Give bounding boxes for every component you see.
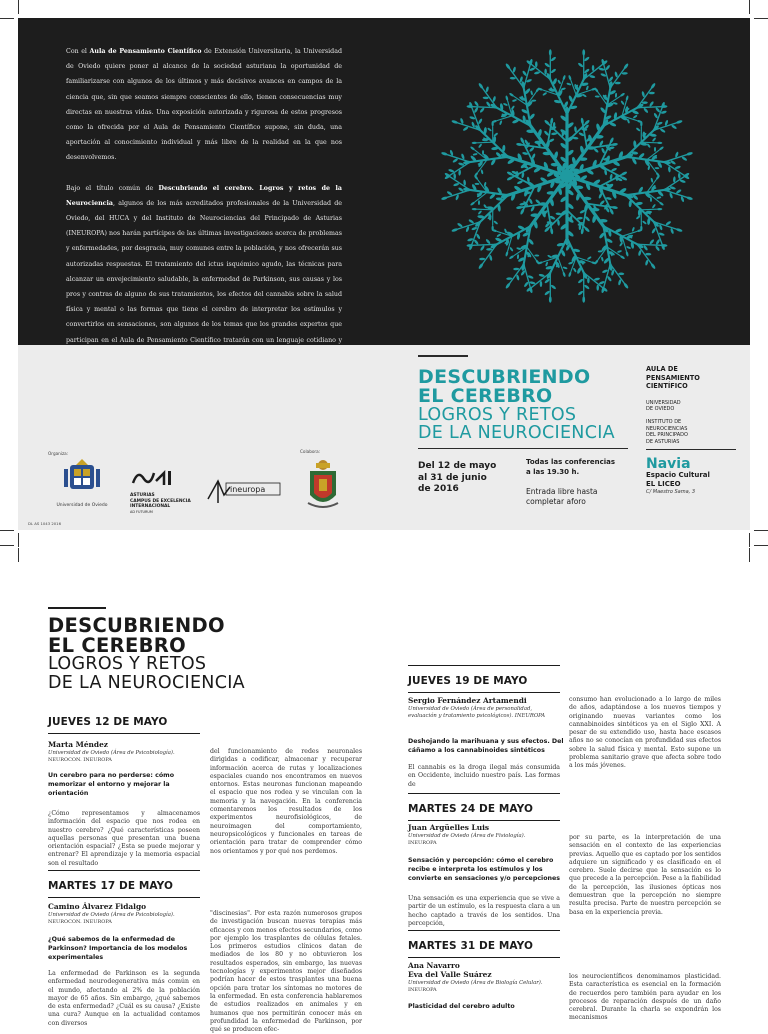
tree-leaf xyxy=(550,227,554,234)
band-title-line: DESCUBRIENDO xyxy=(418,368,615,387)
band-rule xyxy=(646,449,736,450)
tree-leaf xyxy=(582,296,585,303)
speaker-affiliation: Universidad de Oviedo (Área de Fisiología). INEUROPA xyxy=(408,833,525,847)
tree-leaf xyxy=(453,173,456,179)
tree-leaf xyxy=(550,284,556,290)
crop-mark xyxy=(749,533,750,547)
intro-paragraph-2: Bajo el título común de Descubriendo el cerebro. Logros y retos de la Neurociencia, algunos de los más acreditados profesionales de la Universidad de Oviedo, del HUCA y del Instituto de Neurociencias del Principado de Asturias (INEUROPA) nos harán partícipes de las últimas investigaciones acerca de problemas y enfermedades, por desgracia, muy comunes entre la población, y nos ofrecerán sus autorizadas respuestas. El tratamiento del ictus isquémico agudo, las técnicas para alcanzar un envejecimiento saludable, la enfermedad de Parkinson, sus causas y los pros y contras de alguno de sus tratamientos, los efectos del cannabis sobre la salud física y mental o las formas que tiene el cerebro de interpretar los estímulos y convertirlos en sensaciones, son algunos de los temas que los grandes expertos que participan en el Aula de Pensamiento Científico tratarán con un lenguaje cotidiano y xyxy=(66,181,342,379)
tree-leaf xyxy=(659,146,665,151)
tree-leaf xyxy=(516,206,523,210)
talk-description: La enfermedad de Parkinson es la segunda enfermedad neurodegenerativa más común en el mundo, afectando al 2% de la población mayor de 65 años. Sin embargo, ¿qué sabemos de esta enfermedad? ¿Cuál es su causa? ¿Existe una cura? Aunque en la actualidad contamos con diversos xyxy=(48,970,200,1028)
tree-leaf xyxy=(577,290,583,296)
talk-title: ¿Qué sabemos de la enfermedad de Parkinson? Importancia de los modelos experimentales xyxy=(48,936,187,962)
tree-leaf xyxy=(646,143,650,148)
program-subtitle-line: LOGROS Y RETOS xyxy=(48,655,245,674)
tree-branch xyxy=(524,65,530,88)
tree-leaf xyxy=(686,151,693,156)
tree-leaf xyxy=(636,127,641,132)
tree-leaf xyxy=(534,254,539,256)
tree-leaf xyxy=(618,272,624,275)
tree-leaf xyxy=(580,118,584,125)
talk-description-cont: consumo han evolucionado a lo largo de miles de años, adaptándose a los nuevos tiempos y originando nuevas variantes como los cannabinoides sintéticos ya en el Siglo XXI. A pesar de su extendido uso, hasta hace escasos años no se conocían en profundidad sus efectos sobre la salud física y mental. Esto supone un problema sanitario grave que afecta sobre todo a los más jóvenes. xyxy=(569,696,721,771)
tree-branch xyxy=(477,142,492,143)
speaker-name: Juan Argüelles Luis xyxy=(408,823,489,832)
tree-leaf xyxy=(566,82,571,85)
tree-leaf xyxy=(470,201,476,206)
program-subtitle-line: DE LA NEUROCIENCIA xyxy=(48,674,245,693)
organiza-label: Organiza: xyxy=(48,451,68,456)
tree-leaf xyxy=(485,238,491,244)
tree-leaf xyxy=(550,56,556,62)
tree-leaf xyxy=(584,68,590,74)
tree-branch xyxy=(604,264,610,287)
legal-deposit: DL AS 1043 2016 xyxy=(28,521,61,526)
speaker-name: Sergio Fernández Artamendi xyxy=(408,696,527,705)
tree-branch xyxy=(664,190,687,197)
tree-leaf xyxy=(544,69,547,75)
speaker-name: Ana Navarro Eva del Valle Suárez xyxy=(408,961,492,979)
tree-leaf xyxy=(649,239,655,245)
tree-leaf xyxy=(676,228,683,233)
band-rule xyxy=(418,448,628,449)
aula-block: AULA DE PENSAMIENTO CIENTÍFICO UNIVERSIDAD DE OVIEDO INSTITUTO DE NEUROCIENCIAS DEL PRINCIPADO DE ASTURIAS xyxy=(646,365,700,446)
tree-leaf xyxy=(584,56,590,62)
tree-leaf xyxy=(686,196,693,201)
tree-leaf xyxy=(562,271,566,277)
talk-title: Un cerebro para no perderse: cómo memorizar el entorno y mejorar la orientación xyxy=(48,772,174,798)
tree-leaf xyxy=(655,245,661,251)
tree-leaf xyxy=(557,79,561,84)
crop-mark xyxy=(0,545,14,546)
tree-leaf xyxy=(563,266,568,269)
tree-leaf xyxy=(615,82,621,85)
tree-leaf xyxy=(544,290,550,296)
tree-branch xyxy=(626,130,654,157)
tree-leaf xyxy=(539,273,545,277)
tree-leaf xyxy=(550,68,556,74)
session-rule xyxy=(48,897,200,898)
tree-leaf xyxy=(577,62,583,68)
tree-branch xyxy=(567,238,584,273)
event-dates: Del 12 de mayo al 31 de junio de 2016 xyxy=(418,461,496,496)
crop-mark xyxy=(18,0,19,14)
shield-icon xyxy=(306,459,340,515)
tree-leaf xyxy=(472,208,477,210)
tree-branch xyxy=(480,130,508,157)
tree-leaf xyxy=(493,220,498,225)
tree-leaf xyxy=(516,247,521,250)
tree-leaf xyxy=(657,208,662,210)
tree-branch xyxy=(641,209,656,210)
tree-leaf xyxy=(529,281,535,285)
tree-leaf xyxy=(596,285,599,291)
session-rule xyxy=(408,692,560,693)
tree-leaf xyxy=(473,153,478,156)
tree-leaf xyxy=(540,281,543,287)
tree-leaf xyxy=(620,100,624,105)
tree-leaf xyxy=(652,204,656,209)
tree-leaf xyxy=(633,115,638,119)
tree-leaf xyxy=(480,245,486,251)
tree-leaf xyxy=(544,278,550,284)
tree-leaf xyxy=(475,183,480,185)
tree-leaf xyxy=(479,107,485,113)
tree-leaf xyxy=(505,251,509,257)
session-day: JUEVES 19 DE MAYO xyxy=(408,675,527,687)
tree-leaf xyxy=(463,180,466,186)
session-rule xyxy=(408,957,560,958)
tree-leaf xyxy=(550,118,554,125)
tree-leaf xyxy=(562,75,566,81)
tree-leaf xyxy=(617,250,622,253)
tree-leaf xyxy=(649,101,655,107)
tree-leaf xyxy=(601,257,604,262)
tree-leaf xyxy=(509,247,513,252)
tree-leaf xyxy=(472,142,477,144)
tree-leaf xyxy=(549,49,552,56)
tree-leaf xyxy=(577,278,583,284)
tree-leaf xyxy=(584,226,591,233)
talk-description-cont: los neurocientíficos denominamos plasticidad. Esta característica es esencial en la formación de recuerdos pero también para ayudar en los procesos de reparación después de un daño cerebral. Durante la charla se expondrán los mecanismos xyxy=(569,973,721,1023)
tree-leaf xyxy=(631,227,635,232)
tree-leaf xyxy=(441,151,448,156)
tree-branch xyxy=(483,244,497,263)
talk-description: El cannabis es la droga ilegal más consumida en Occidente, incluido nuestro país. Las formas de xyxy=(408,764,560,789)
tree-leaf xyxy=(584,284,590,290)
campus-excelencia-logo: ASTURIAS CAMPUS DE EXCELENCIA INTERNACIONAL AD FUTURUM xyxy=(130,467,220,515)
tree-leaf xyxy=(451,228,458,233)
crop-mark xyxy=(749,0,750,14)
tree-leaf xyxy=(599,200,605,206)
tree-leaf xyxy=(611,143,618,147)
tree-leaf xyxy=(486,101,492,107)
speaker-affiliation: Universidad de Oviedo (Área de Biología Celular). INEUROPA xyxy=(408,980,543,994)
band-rule xyxy=(418,355,468,357)
crop-mark xyxy=(749,548,750,562)
campus-mark-icon xyxy=(130,467,180,489)
tree-leaf xyxy=(584,119,591,126)
tree-leaf xyxy=(643,245,649,251)
session-day: MARTES 24 DE MAYO xyxy=(408,803,533,815)
tree-leaf xyxy=(647,165,650,170)
tree-leaf xyxy=(592,65,595,71)
tree-leaf xyxy=(517,254,519,259)
tree-leaf xyxy=(535,61,538,67)
tree-leaf xyxy=(593,147,599,153)
band-title xyxy=(418,368,615,442)
tree-leaf xyxy=(668,166,671,172)
tree-branch xyxy=(626,195,654,222)
session-rule xyxy=(48,733,200,734)
talk-title: Deshojando la marihuana y sus efectos. Del cáñamo a los cannabinoides sintéticos xyxy=(408,738,564,756)
tree-leaf xyxy=(451,120,458,125)
tree-leaf xyxy=(673,176,676,182)
tree-leaf xyxy=(474,101,480,107)
tree-leaf xyxy=(544,62,550,68)
tree-leaf xyxy=(643,107,649,113)
tree-leaf xyxy=(642,220,647,225)
talk-description: Una sensación es una experiencia que se vive a partir de un estímulo, es la respuesta clara a un hecho captado a través de los sentidos. Una percepción, xyxy=(408,895,560,928)
session-day: JUEVES 12 DE MAYO xyxy=(48,716,167,728)
tree-leaf xyxy=(626,246,631,250)
tree-leaf xyxy=(478,143,482,148)
tree-leaf xyxy=(586,85,590,90)
tree-leaf xyxy=(483,182,486,187)
tree-branch xyxy=(550,79,567,114)
talk-description-cont: del funcionamiento de redes neuronales dirigidas a codificar, almacenar y recuperar información acerca de rutas y localizaciones espaciales cuando nos encontramos en nuevos entornos. Estas neuronas funcionan mapeando el espacio que nos rodea y se vinculan con la memoria y la navegación. En la conferencia comentaremos los resultados de los experimentos neurofisiológicos, de neuroimagen del comportamiento, neuropsicológicos y funcionales en tareas de orientación para tratar de comprender cómo nos orientamos y por qué nos perdemos. xyxy=(210,748,362,856)
tree-leaf xyxy=(493,132,498,137)
tree-leaf xyxy=(470,146,476,151)
tree-leaf xyxy=(483,96,489,99)
tree-leaf xyxy=(582,49,585,56)
talk-title: Plasticidad del cerebro adulto xyxy=(408,1003,515,1012)
tree-leaf xyxy=(568,75,572,81)
tree-leaf xyxy=(642,101,648,104)
session-rule xyxy=(408,820,560,821)
tree-leaf xyxy=(589,75,595,79)
tree-leaf xyxy=(512,99,517,102)
tree-branch xyxy=(447,155,470,162)
tree-leaf xyxy=(598,67,604,71)
tree-leaf xyxy=(506,277,512,280)
tree-leaf xyxy=(615,93,617,98)
tree-leaf xyxy=(487,127,492,132)
program-title-line: DESCUBRIENDO xyxy=(48,616,245,636)
navia-coat-of-arms xyxy=(306,459,340,519)
tree-leaf xyxy=(483,204,487,209)
event-times: Todas las conferencias a las 19.30 h. Entrada libre hasta completar aforo xyxy=(526,458,615,507)
universidad-oviedo-logo xyxy=(52,459,112,508)
tree-leaf xyxy=(478,200,480,205)
tree-leaf xyxy=(482,150,484,155)
tree-leaf xyxy=(587,277,590,283)
tree-leaf xyxy=(656,196,661,199)
tree-leaf xyxy=(549,296,552,303)
tree-leaf xyxy=(535,199,541,205)
crop-mark xyxy=(18,548,19,562)
title-rule xyxy=(48,607,106,609)
program-title-line: EL CEREBRO xyxy=(48,636,245,656)
session-rule xyxy=(408,930,560,931)
tree-leaf xyxy=(573,268,577,273)
venue-block: Navia Espacio Cultural EL LICEO C/ Maestro Sama, 3 xyxy=(646,457,710,496)
tree-leaf xyxy=(496,233,501,237)
tree-leaf xyxy=(530,90,533,95)
tree-leaf xyxy=(441,196,448,201)
tree-center xyxy=(560,169,574,183)
talk-title: Sensación y percepción: cómo el cerebro recibe e interpreta los estímulos y los convierte en sensaciones y/o percepciones xyxy=(408,857,560,883)
tree-leaf xyxy=(503,103,508,107)
tree-leaf xyxy=(545,261,549,266)
tree-leaf xyxy=(510,77,516,80)
venue-city: Navia xyxy=(646,457,710,471)
tree-leaf xyxy=(625,95,629,101)
crop-mark xyxy=(0,530,14,531)
tree-leaf xyxy=(505,95,509,101)
tree-branch xyxy=(480,195,508,222)
speaker-affiliation: Universidad de Oviedo (Área de personalidad, evaluación y tratamiento psicológicos). INEUROPA xyxy=(408,706,545,720)
tree-leaf xyxy=(585,216,591,222)
session-day: MARTES 17 DE MAYO xyxy=(48,880,173,892)
crop-mark xyxy=(754,545,768,546)
crop-mark xyxy=(754,18,768,19)
tree-leaf xyxy=(542,92,547,96)
coat-of-arms-icon xyxy=(52,459,112,499)
speaker-name: Camino Álvarez Fidalgo xyxy=(48,902,146,911)
tree-branch xyxy=(637,88,651,107)
tree-branch xyxy=(584,273,603,288)
tree-leaf xyxy=(568,271,572,277)
tree-leaf xyxy=(657,142,662,144)
talk-description-cont: por su parte, es la interpretación de una sensación en el contexto de las experiencias previas. Aquello que es captado por los sentidos adquiere un significado y es clasificado en el cerebro. Suele decirse que la sensación es lo que precede a la percepción. Pese a la fiabilidad de la percepción, las ilusiones ópticas nos demuestran que la percepción no siempre resulta precisa. Parte de nuestra percepción se basa en la experiencia previa. xyxy=(569,834,721,917)
tree-leaf xyxy=(543,130,549,136)
program-title xyxy=(48,616,245,693)
tree-branch xyxy=(532,65,551,80)
tree-leaf xyxy=(544,226,551,233)
band-subtitle-line: LOGROS Y RETOS xyxy=(418,406,615,424)
tree-leaf xyxy=(480,169,483,174)
neuron-tree-illustration xyxy=(432,26,702,326)
speaker-name: Marta Méndez xyxy=(48,740,108,749)
band-title-line: EL CEREBRO xyxy=(418,387,615,406)
tree-leaf xyxy=(611,206,618,210)
crop-mark xyxy=(0,18,14,19)
tree-leaf xyxy=(613,102,618,105)
intro-paragraph-1: Con el Aula de Pensamiento Científico de Extensión Universitaria, la Universidad de Oviedo quiere poner al alcance de la sociedad asturiana la oportunidad de familiarizarse con algunos de los últimos y más decisivos avances en campos de la ciencia que, sin que seamos siempre conscientes de ello, tienen consecuencias muy directas en nuestras vidas. Una exposición autorizada y rigurosa de estos progresos como la ofrecida por el Aula de Pensamiento Científico supone, sin duda, una aportación al conocimiento individual y más libre de la realidad en la que nos desenvolvemos. xyxy=(66,44,342,166)
band-subtitle-line: DE LA NEUROCIENCIA xyxy=(418,424,615,442)
colabora-label: Colabora: xyxy=(300,449,320,454)
session-rule xyxy=(48,870,200,871)
talk-description: ¿Cómo representamos y almacenamos información del espacio que nos rodea en nuestro cerebro? ¿Qué características poseen aquellas personas que presentan una buena orientación espacial? ¿Esta se puede mejorar y entrenar? El aprendizaje y la memoria espacial son el resultado xyxy=(48,810,200,868)
tree-leaf xyxy=(654,147,656,152)
tree-leaf xyxy=(580,227,584,234)
tree-leaf xyxy=(499,120,503,125)
ineuropa-logo xyxy=(204,477,284,509)
logo-caption: Universidad de Oviedo xyxy=(52,503,112,508)
crop-mark xyxy=(18,533,19,547)
speaker-affiliation: Universidad de Oviedo (Área de Psicobiología). NEUROCON. INEUROPA xyxy=(48,912,175,926)
intro-text xyxy=(66,44,342,393)
tree-leaf xyxy=(645,253,651,256)
tree-leaf xyxy=(529,146,535,152)
tree-leaf xyxy=(458,170,461,176)
tree-leaf xyxy=(479,258,485,261)
tree-leaf xyxy=(513,268,519,271)
cover-band xyxy=(18,345,750,530)
cover-panel xyxy=(18,18,750,345)
tree-leaf xyxy=(652,137,657,142)
tree-leaf xyxy=(649,92,655,95)
tree-leaf xyxy=(650,178,653,183)
tree-leaf xyxy=(516,143,523,147)
tree-leaf xyxy=(587,256,592,260)
tree-leaf xyxy=(594,277,600,281)
tree-leaf xyxy=(534,71,540,75)
tree-branch xyxy=(641,142,656,143)
tree-leaf xyxy=(650,197,652,202)
tree-leaf xyxy=(478,210,483,215)
session-rule xyxy=(408,793,560,794)
tree-leaf xyxy=(486,248,492,251)
tree-leaf xyxy=(655,167,660,169)
tree-leaf xyxy=(659,201,665,206)
speaker-affiliation: Universidad de Oviedo (Área de Psicobiología). NEUROCON. INEUROPA xyxy=(48,750,175,764)
tree-branch xyxy=(477,209,492,210)
tree-leaf xyxy=(676,120,683,125)
tree-leaf xyxy=(636,215,641,220)
svg-text:ineuropa: ineuropa xyxy=(230,485,265,494)
tree-leaf xyxy=(678,173,681,179)
crop-mark xyxy=(754,530,768,531)
session-rule xyxy=(408,665,560,666)
session-day: MARTES 31 DE MAYO xyxy=(408,940,533,952)
tree-leaf xyxy=(625,251,629,257)
tree-leaf xyxy=(544,119,551,126)
ineuropa-mark-icon xyxy=(204,477,284,505)
tree-leaf xyxy=(622,72,628,75)
tree-leaf xyxy=(595,95,600,97)
talk-description-cont: "discinesias". Por esta razón numerosos grupos de investigación buscan nuevas terapias más eficaces y con menos efectos secundarios, como por ejemplo los trasplantes de células fetales. Los primeros estudios clínicos datan de mediados de los 80 y no obtuvieron los resultados esperados, sin embargo, las nuevas tecnologías y experimentos mejor diseñados podrían hacer de estos trasplantes una buena opción para tratar los síntomas no motores de la enfermedad. En esta conferencia hablaremos de estudios realizados en animales y en humanos que nos permitirán conocer más en profundidad la enfermedad de Parkinson, por qué se producen efec- xyxy=(210,910,362,1034)
